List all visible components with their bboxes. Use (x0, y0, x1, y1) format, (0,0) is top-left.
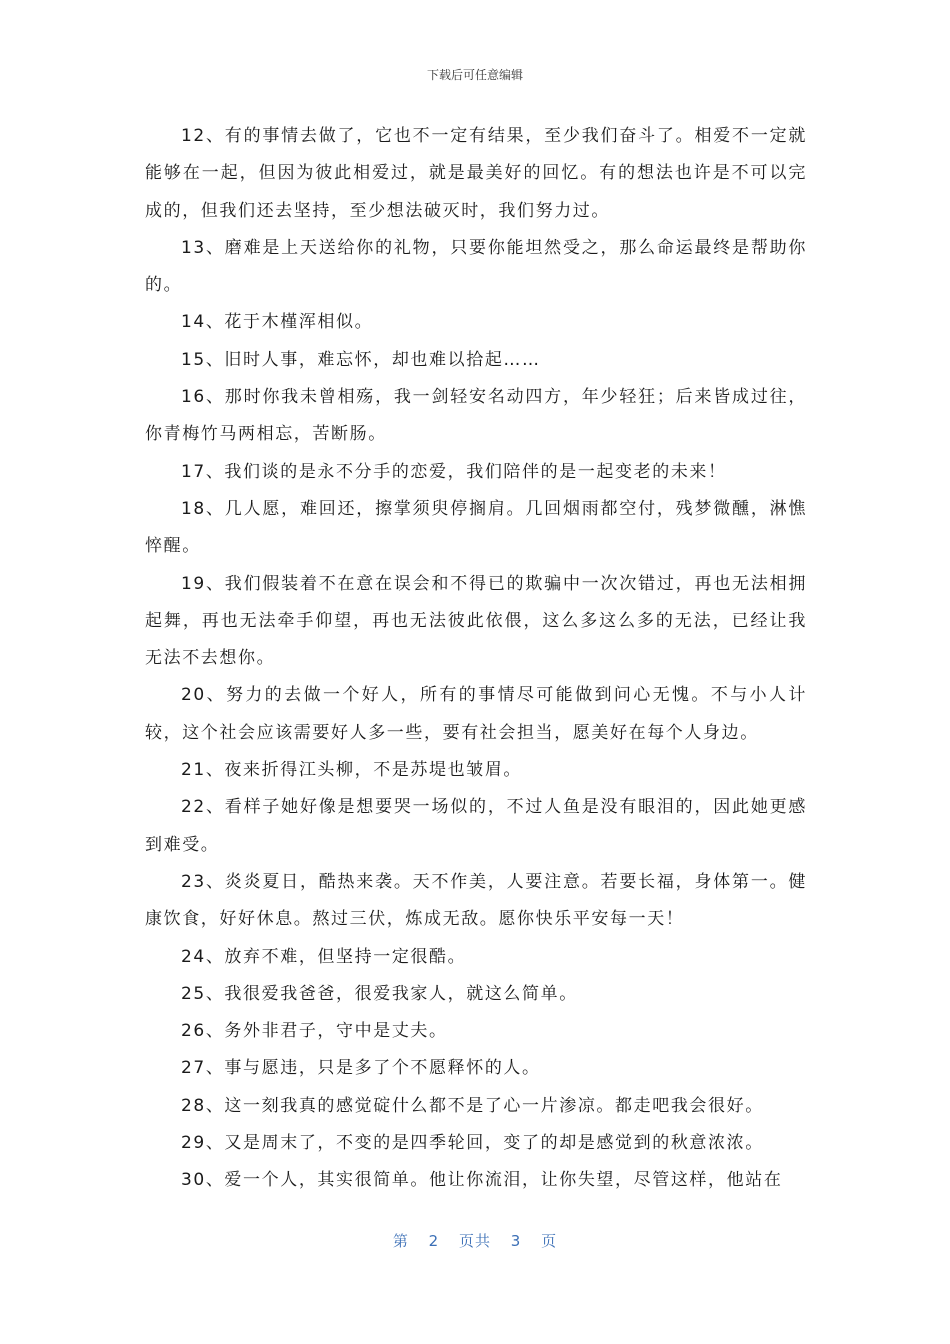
total-page-number: 3 (510, 1232, 522, 1250)
paragraph: 15、旧时人事，难忘怀，却也难以拾起…… (181, 349, 541, 370)
paragraph: 20、努力的去做一个好人，所有的事情尽可能做到问心无愧。不与小人计较，这个社会应该需要好人多一些，要有社会担当，愿美好在每个人身边。 (145, 685, 807, 743)
paragraph: 16、那时你我未曾相殇，我一剑轻安名动四方，年少轻狂；后来皆成过往，你青梅竹马两相忘，苦断肠。 (145, 387, 807, 445)
paragraph: 29、又是周末了，不变的是四季轮回，变了的却是感觉到的秋意浓浓。 (181, 1133, 764, 1154)
paragraph: 30、爱一个人，其实很简单。他让你流泪，让你失望，尽管这样，他站在 (181, 1170, 783, 1191)
page-footer (0, 1230, 950, 1251)
paragraph: 25、我很爱我爸爸，很爱我家人，就这么简单。 (181, 983, 578, 1004)
paragraph: 19、我们假装着不在意在误会和不得已的欺骗中一次次错过，再也无法相拥起舞，再也无法牵手仰望，再也无法彼此依偎，这么多这么多的无法，已经让我无法不去想你。 (145, 573, 807, 669)
paragraph: 28、这一刻我真的感觉碇什么都不是了心一片渗凉。都走吧我会很好。 (181, 1095, 764, 1116)
paragraph: 24、放弃不难，但坚持一定很酷。 (181, 946, 467, 967)
page-header: 下载后可任意编辑 (426, 68, 523, 82)
paragraph: 23、炎炎夏日，酷热来袭。天不作美，人要注意。若要长福，身体第一。健康饮食，好好休息。熬过三伏，炼成无敌。愿你快乐平安每一天！ (145, 871, 807, 930)
paragraph: 13、磨难是上天送给你的礼物，只要你能坦然受之，那么命运最终是帮助你的。 (145, 237, 807, 296)
paragraph: 14、花于木槿浑相似。 (181, 312, 374, 333)
paragraph: 27、事与愿违，只是多了个不愿释怀的人。 (181, 1058, 541, 1079)
paragraph: 17、我们谈的是永不分手的恋爱，我们陪伴的是一起变老的未来！ (181, 461, 727, 482)
paragraph: 26、务外非君子，守中是丈夫。 (181, 1021, 448, 1042)
paragraph: 22、看样子她好像是想要哭一场似的，不过人鱼是没有眼泪的，因此她更感到难受。 (145, 797, 807, 855)
current-page-number: 2 (428, 1232, 440, 1250)
paragraph: 12、有的事情去做了，它也不一定有结果，至少我们奋斗了。相爱不一定就能够在一起，但因为彼此相爱过，就是最美好的回忆。有的想法也许是不可以完成的，但我们还去坚持，至少想法破灭时，我们努力过。 (145, 126, 807, 221)
document-body (145, 118, 807, 1200)
footer-suffix: 页 (541, 1232, 558, 1250)
footer-middle: 页共 (458, 1232, 491, 1250)
footer-prefix: 第 (392, 1232, 409, 1250)
paragraph: 21、夜来折得江头柳，不是苏堤也皱眉。 (181, 760, 523, 781)
paragraph: 18、几人愿，难回还，擦掌须臾停搁肩。几回烟雨都空付，残梦微醺，淋憔悴醒。 (145, 498, 807, 557)
